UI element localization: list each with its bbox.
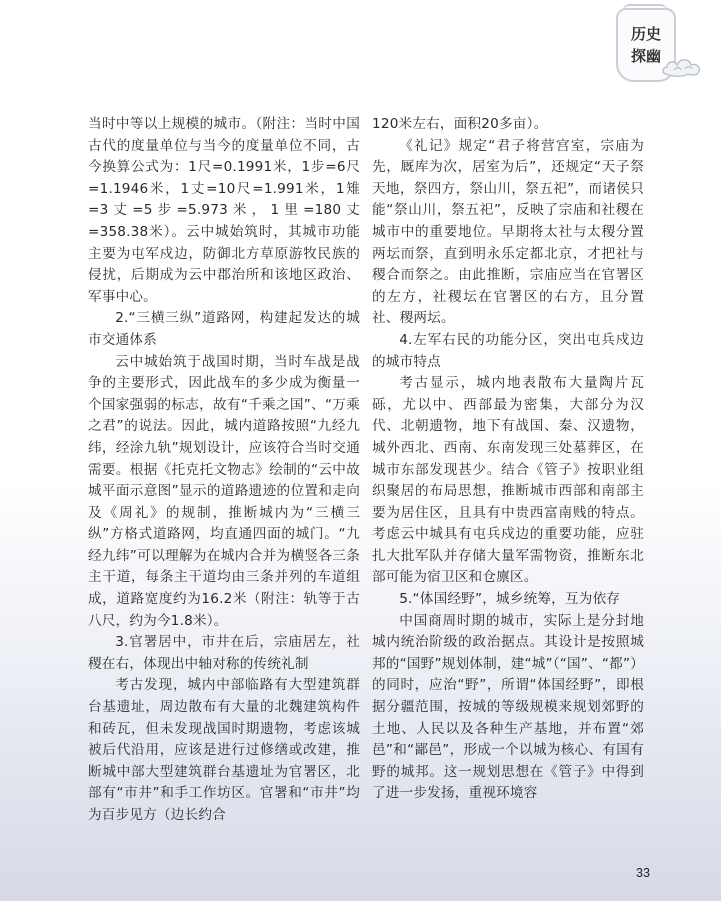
section-heading: 4.左军右民的功能分区，突出屯兵戍边的城市特点 [372, 331, 644, 370]
paragraph: 考古发现，城内中部临路有大型建筑群台基遗址，周边散布有大量的北魏建筑构件和砖瓦，但未发现战国时期遗物，考虑该城被后代沿用，应该是进行过修缮或改建，推断城中部大型建筑群台基遗址为官署区，北部有“市井”和手工作坊区。官署和“市井”均为百步见方（边长约合 [88, 677, 360, 823]
section-heading: 3.官署居中，市井在后，宗庙居左，社稷在右，体现出中轴对称的传统礼制 [88, 634, 360, 672]
paragraph: 中国商周时期的城市，实际上是分封地城内统治阶级的政治据点。其设计是按照城邦的“国野”规划体制，建“城”（“国”、“都”）的同时，应治“野”，所谓“体国经野”，即根据分疆范围，按城的等级规模来规划郊野的土地、人民以及各种生产基地，并布置“郊邑”和“鄙邑”，形成一个以城为核心、有国有野的城邦。这一规划思想在《管子》中得到了进一步发扬，重视环境容 [372, 612, 644, 802]
badge-line-2: 探幽 [630, 47, 661, 65]
paragraph: 120米左右，面积20多亩）。 [372, 116, 548, 132]
section-heading: 5.“体国经野”，城乡统筹，互为依存 [399, 591, 621, 608]
left-text-column [88, 114, 360, 827]
paragraph: 《礼记》规定“君子将营宫室，宗庙为先，厩库为次，居室为后”，还规定“天子祭天地，祭四方，祭山川，祭五祀”，而诸侯只能“祭山川，祭五祀”，反映了宗庙和社稷在城市中的重要地位。早期将太社与太稷分置两坛而祭，直到明永乐定都北京，才把社与稷合而祭之。由此推断，宗庙应当在官署区的左方，社稷坛在官署区的右方，且分置社、稷两坛。 [372, 137, 644, 327]
paragraph: 考古显示，城内地表散布大量陶片瓦砾，尤以中、西部最为密集，大部分为汉代、北朝遗物，地下有战国、秦、汉遗物，城外西北、西南、东南发现三处墓葬区，在城市东部发现甚少。结合《管子》按职业组织聚居的布局思想，推断城市西部和南部主要为居住区，且具有中贵西富南贱的特点。考虑云中城具有屯兵戍边的重要功能，应驻扎大批军队并存储大量军需物资，推断东北部可能为宿卫区和仓廪区。 [372, 375, 644, 586]
page-number: 33 [636, 866, 650, 880]
badge-line-1: 历史 [630, 25, 661, 43]
cloud-ornament-icon [660, 54, 704, 80]
right-text-column [372, 114, 644, 805]
paragraph: 当时中等以上规模的城市。（附注：当时中国古代的度量单位与当今的度量单位不同，古今换算公式为：1尺=0.1991米，1步=6尺=1.1946米，1丈=10尺=1.991米，1雉=3丈=5步=5.973米，1里=180丈=358.38米）。云中城始筑时，其城市功能主要为屯军戍边，防御北方草原游牧民族的侵扰，后期成为云中郡治所和该地区政治、军事中心。 [88, 116, 360, 305]
paragraph: 云中城始筑于战国时期，当时车战是战争的主要形式，因此战车的多少成为衡量一个国家强弱的标志，故有“千乘之国”、“万乘之君”的说法。因此，城内道路按照“九经九纬，经涂九轨”规划设计，应该符合当时交通需要。根据《托克托文物志》绘制的“云中故城平面示意图”显示的道路遗迹的位置和走向及《周礼》的规制，推断城内为“三横三纵”方格式道路网，均直通四面的城门。“九经九纬”可以理解为在城内合并为横竖各三条主干道，每条主干道均由三条并列的车道组成，道路宽度约为16.2米（附注：轨等于古八尺，约为今1.8米）。 [88, 353, 360, 629]
section-heading: 2.“三横三纵”道路网，构建起发达的城市交通体系 [88, 310, 360, 348]
